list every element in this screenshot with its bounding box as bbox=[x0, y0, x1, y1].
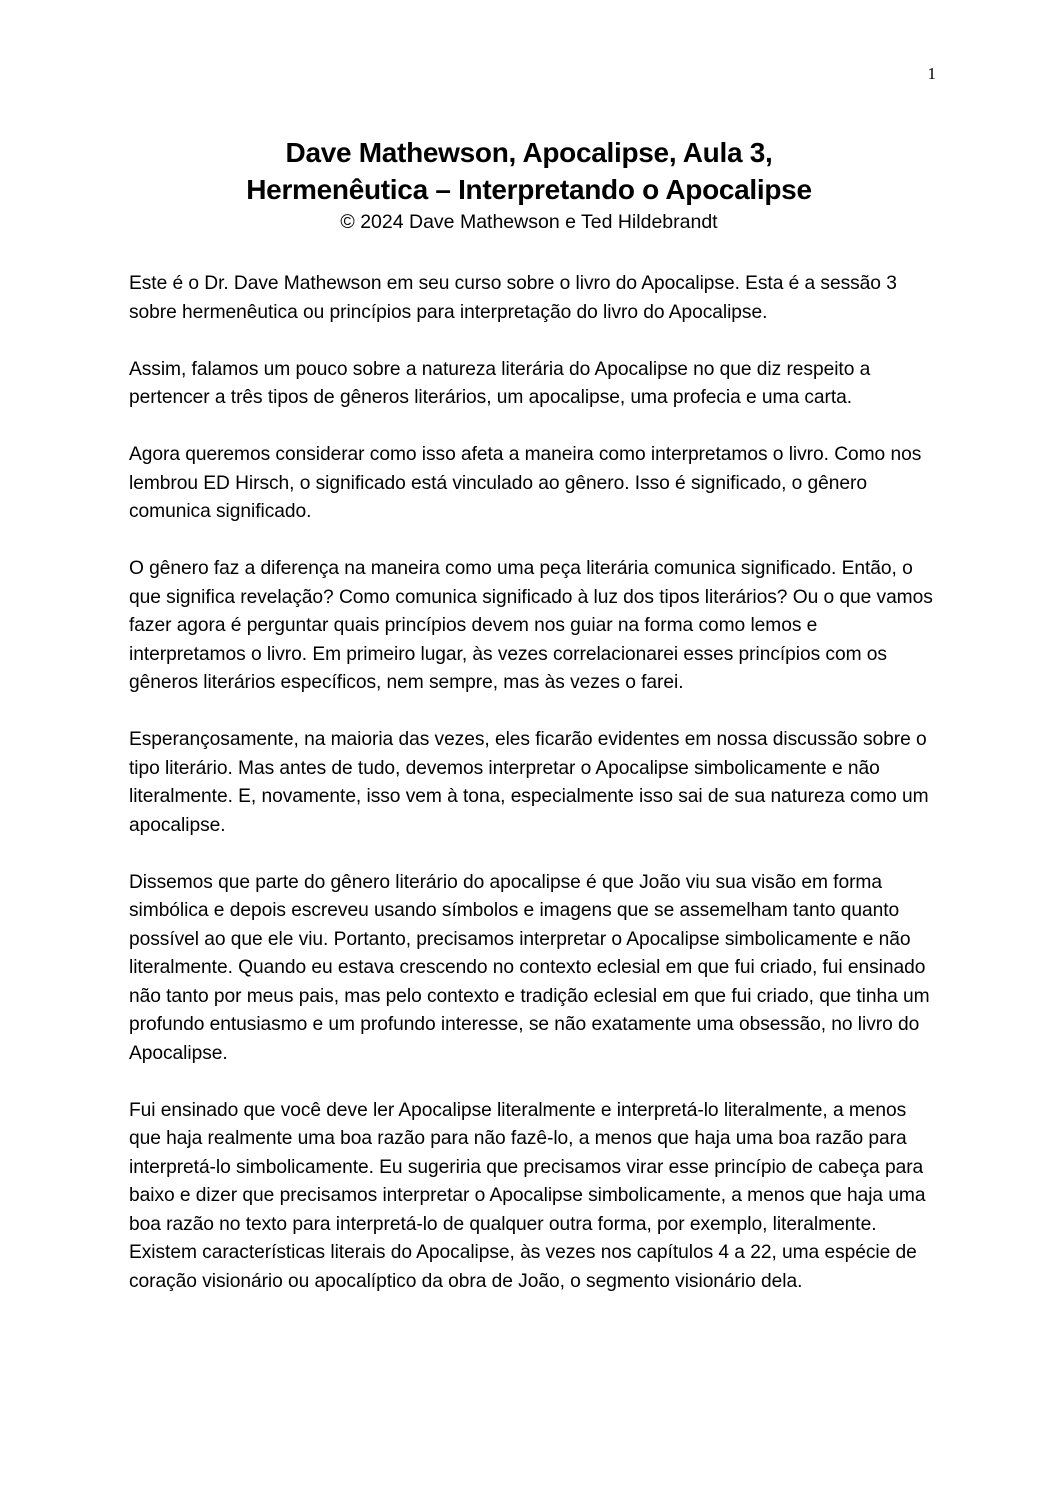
page-number: 1 bbox=[927, 64, 936, 83]
document-title-line-2: Hermenêutica – Interpretando o Apocalipse bbox=[246, 174, 812, 205]
copyright-notice: © 2024 Dave Mathewson e Ted Hildebrandt bbox=[340, 211, 718, 233]
paragraph: O gênero faz a diferença na maneira como uma peça literária comunica significado. Então, o que significa revelação? Como comunica significado à luz dos tipos literários? Ou o que vamos fazer agora é perguntar quais princípios devem nos guiar na forma como lemos e interpretamos o livro. Em primeiro lugar, às vezes correlacionarei esses princípios com os gêneros literários específicos, nem sempre, mas às vezes o farei. bbox=[129, 558, 933, 693]
paragraph: Fui ensinado que você deve ler Apocalipse literalmente e interpretá-lo literalmente, a menos que haja realmente uma boa razão para não fazê-lo, a menos que haja uma boa razão para interpretá-lo simbolicamente. Eu sugeriria que precisamos virar esse princípio de cabeça para baixo e dizer que precisamos interpretar o Apocalipse simbolicamente, a menos que haja uma boa razão no texto para interpretá-lo de qualquer outra forma, por exemplo, literalmente. Existem características literais do Apocalipse, às vezes nos capítulos 4 a 22, uma espécie de coração visionário ou apocalíptico da obra de João, o segmento visionário dela. bbox=[129, 1099, 926, 1292]
document-title-line-1: Dave Mathewson, Apocalipse, Aula 3, bbox=[285, 137, 773, 168]
paragraph: Assim, falamos um pouco sobre a natureza literária do Apocalipse no que diz respeito a pertencer a três tipos de gêneros literários, um apocalipse, uma profecia e uma carta. bbox=[129, 358, 871, 408]
paragraph: Esperançosamente, na maioria das vezes, eles ficarão evidentes em nossa discussão sobre o tipo literário. Mas antes de tudo, devemos interpretar o Apocalipse simbolicamente e não literalmente. E, novamente, isso vem à tona, especialmente isso sai de sua natureza como um apocalipse. bbox=[129, 729, 929, 836]
document-body bbox=[129, 270, 939, 1325]
paragraph: Este é o Dr. Dave Mathewson em seu curso sobre o livro do Apocalipse. Esta é a sessão 3 sobre hermenêutica ou princípios para interpretação do livro do Apocalipse. bbox=[129, 273, 897, 323]
document-header bbox=[0, 134, 1058, 235]
paragraph: Dissemos que parte do gênero literário do apocalipse é que João viu sua visão em forma simbólica e depois escreveu usando símbolos e imagens que se assemelham tanto quanto possível ao que ele viu. Portanto, precisamos interpretar o Apocalipse simbolicamente e não literalmente. Quando eu estava crescendo no contexto eclesial em que fui criado, fui ensinado não tanto por meus pais, mas pelo contexto e tradição eclesial em que fui criado, que tinha um profundo entusiasmo e um profundo interesse, se não exatamente uma obsessão, no livro do Apocalipse. bbox=[129, 871, 930, 1064]
paragraph: Agora queremos considerar como isso afeta a maneira como interpretamos o livro. Como nos lembrou ED Hirsch, o significado está vinculado ao gênero. Isso é significado, o gênero comunica significado. bbox=[129, 444, 922, 522]
